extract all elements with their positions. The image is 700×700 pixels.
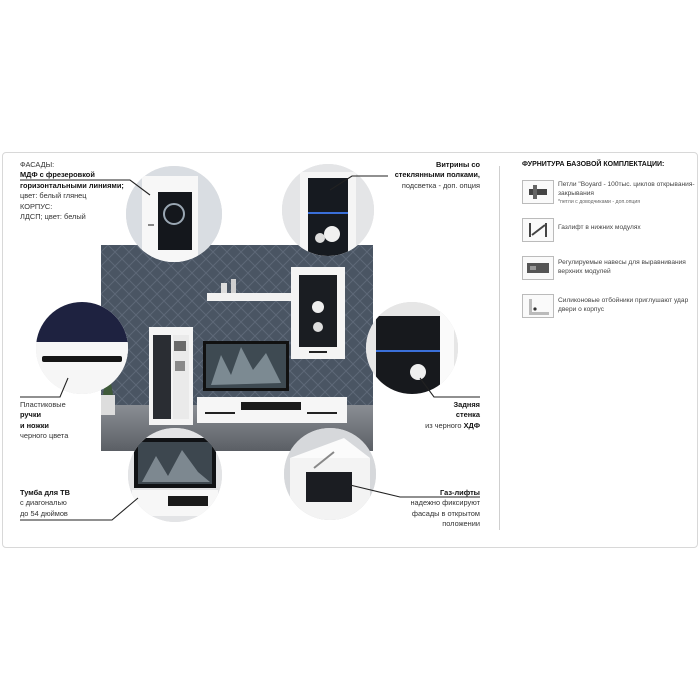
tv-stand-label [20,488,110,519]
facades-heading: ФАСАДЫ: [20,160,55,169]
facade-detail-circle [126,166,222,262]
gas-lift-line3: фасады в открытом [411,508,480,518]
facades-label [20,160,140,222]
back-wall-label [400,400,480,431]
gas-lift-icon [522,218,554,242]
fitting-note-hinge: *петли с доводчиками - доп.опция [558,199,641,206]
back-wall-material: ХДФ [463,420,480,430]
fittings-title: ФУРНИТУРА БАЗОВОЙ КОМПЛЕКТАЦИИ: [522,161,665,168]
handles-line3: и ножки [20,420,49,430]
handle-detail-circle [36,302,128,394]
facades-milling: горизонтальными линиями; [20,180,124,190]
fitting-item-bumper [522,294,692,320]
fitting-text-hinge [558,181,696,207]
fitting-desc-bumper: Силиконовые отбойники приглушают удар двери о корпус [558,297,689,313]
body-material: ЛДСП; цвет: белый [20,212,86,222]
showcase-line1: Витрины со [435,160,480,169]
fitting-item-hinge [522,180,695,206]
showcase-detail-circle [282,164,374,256]
back-wall-line1: Задняя [453,400,480,409]
back-wall-detail-circle [366,302,458,394]
fitting-desc-hinge: Петли "Boyard - 100тыс. циклов открывания-закрывания [558,181,695,197]
handles-label [20,400,110,442]
showcase-line3: подсветка - доп. опция [401,180,480,190]
hinge-icon [522,180,554,204]
adjustable-hanger-icon [522,256,554,280]
gas-lift-line4: положении [442,519,480,529]
gas-lift-title: Газ-лифты [440,488,480,497]
body-heading: КОРПУС: [20,201,53,211]
living-room-photo [101,245,373,451]
back-wall-line2: стенка [455,410,480,420]
tv-stand-title: Тумба для ТВ [20,488,70,497]
fitting-item-gas-lift [522,218,692,244]
fitting-text-hanger [558,259,696,276]
gas-lift-detail-circle [284,428,376,520]
showcase-line2: стеклянными полками, [394,170,480,180]
gas-lift-label [390,488,480,530]
showcase-label [378,160,480,191]
section-divider [499,166,500,530]
tv-stand-detail-circle [128,428,222,522]
tv-stand-line3: до 54 дюймов [20,508,68,518]
back-wall-line3: из черного [425,420,464,430]
tv-stand-line2: с диагональю [20,498,67,508]
facades-material: МДФ с фрезеровкой [20,170,95,180]
handles-line2: ручки [20,410,42,420]
fitting-item-hanger [522,256,692,282]
facades-color: цвет: белый глянец [20,191,87,201]
gas-lift-line2: надежно фиксируют [410,498,480,508]
handles-line4: черного цвета [20,431,69,441]
fitting-desc-hanger: Регулируемые навесы для выравнивания верхних модулей [558,259,686,275]
silicone-bumper-icon [522,294,554,318]
fitting-text-gas-lift [558,224,696,233]
fitting-desc-gas-lift: Газлифт в нижних модулях [558,224,641,231]
handles-line1: Пластиковые [20,400,66,409]
fitting-text-bumper [558,297,696,314]
